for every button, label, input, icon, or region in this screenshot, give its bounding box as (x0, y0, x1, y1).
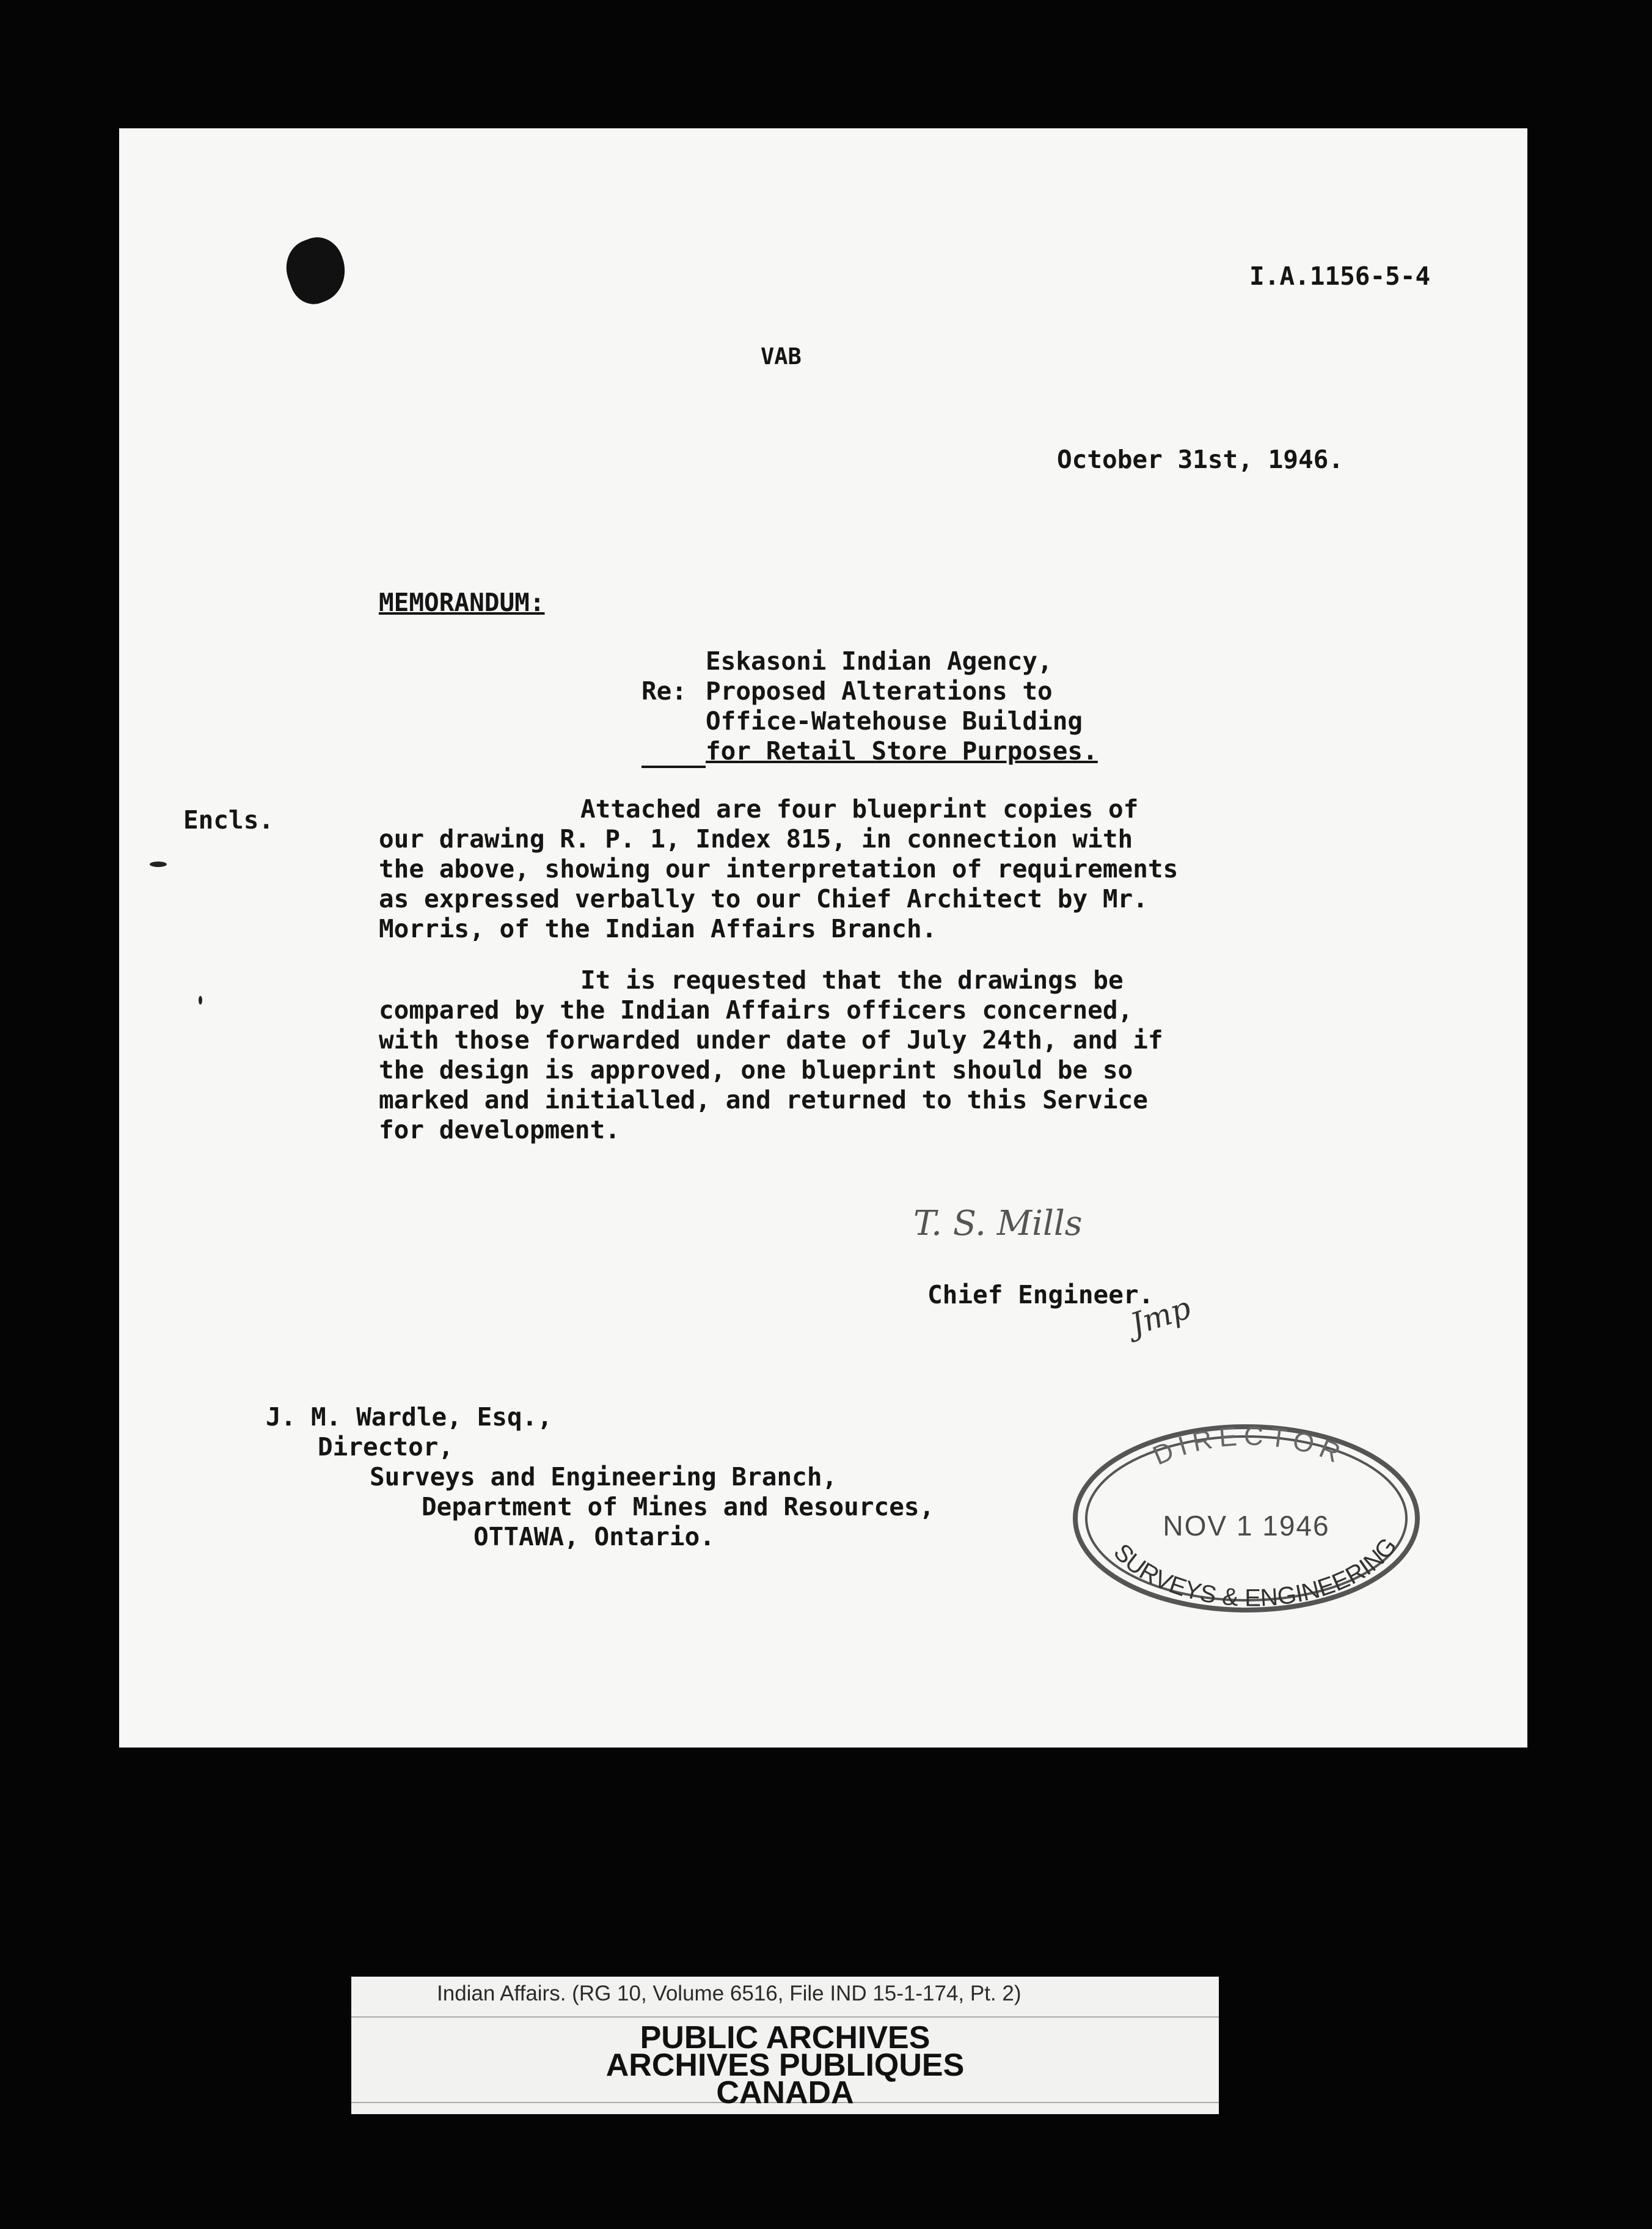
addressee-line: J. M. Wardle, Esq., (266, 1402, 552, 1432)
paragraph-line: Morris, of the Indian Affairs Branch. (379, 914, 937, 943)
subject-re-label: Re: (641, 676, 687, 706)
paragraph-line: the design is approved, one blueprint should be so (379, 1055, 1133, 1085)
paragraph-line: our drawing R. P. 1, Index 815, in connection with (379, 824, 1133, 854)
paragraph-line: compared by the Indian Affairs officers concerned, (379, 995, 1133, 1025)
subject-line-3: Office-Watehouse Building (706, 706, 1083, 736)
paragraph-line: Attached are four blueprint copies of (580, 794, 1139, 824)
file-reference: I.A.1156-5-4 (1249, 262, 1431, 291)
stamp-date: NOV 1 1946 (1163, 1510, 1330, 1542)
ink-blot (278, 230, 354, 310)
enclosures-label: Encls. (183, 805, 274, 835)
paragraph-line: the above, showing our interpretation of requirements (379, 854, 1179, 884)
stamp-bottom-text: SURVEYS & ENGINEERING (1108, 1532, 1402, 1612)
memo-heading: MEMORANDUM: (379, 588, 545, 617)
svg-text:SURVEYS & ENGINEERING (1108, 1533, 1402, 1612)
signatory-title: Chief Engineer. (927, 1280, 1154, 1309)
subject-line-2: Proposed Alterations to (706, 676, 1053, 706)
subject-underline (641, 766, 706, 768)
archive-title-line-1: PUBLIC ARCHIVES (640, 2020, 930, 2055)
paragraph-line: as expressed verbally to our Chief Architect by Mr. (379, 884, 1148, 913)
typist-initials: VAB (761, 343, 802, 370)
paragraph-line: marked and initialled, and returned to this Service (379, 1085, 1148, 1114)
addressee-line: Department of Mines and Resources, (422, 1492, 935, 1521)
handwritten-signature: T. S. Mills (913, 1204, 1083, 1243)
addressee-line: OTTAWA, Ontario. (473, 1522, 715, 1551)
addressee-line: Surveys and Engineering Branch, (370, 1462, 838, 1491)
paper-speck (199, 996, 202, 1005)
received-stamp (1066, 1421, 1427, 1616)
paragraph-line: with those forwarded under date of July 24th, and if (379, 1025, 1163, 1055)
paragraph-line: for development. (379, 1115, 620, 1144)
paragraph-line: It is requested that the drawings be (580, 965, 1124, 995)
archive-label (351, 1977, 1219, 2114)
memo-date: October 31st, 1946. (1057, 445, 1343, 474)
addressee-line: Director, (318, 1432, 454, 1462)
archive-title-line-2: ARCHIVES PUBLIQUES (605, 2048, 965, 2083)
archive-title-line-3: CANADA (716, 2075, 854, 2110)
subject-line-4: for Retail Store Purposes. (706, 736, 1098, 766)
stamp-top-text: DIRECTOR (1148, 1421, 1351, 1471)
paper-speck (150, 862, 167, 867)
initials-mark: Jmp (1126, 1290, 1195, 1342)
label-divider (351, 2016, 1219, 2018)
subject-line-1: Eskasoni Indian Agency, (706, 646, 1053, 676)
archive-reference: Indian Affairs. (RG 10, Volume 6516, File IND 15-1-174, Pt. 2) (437, 1982, 1022, 2005)
